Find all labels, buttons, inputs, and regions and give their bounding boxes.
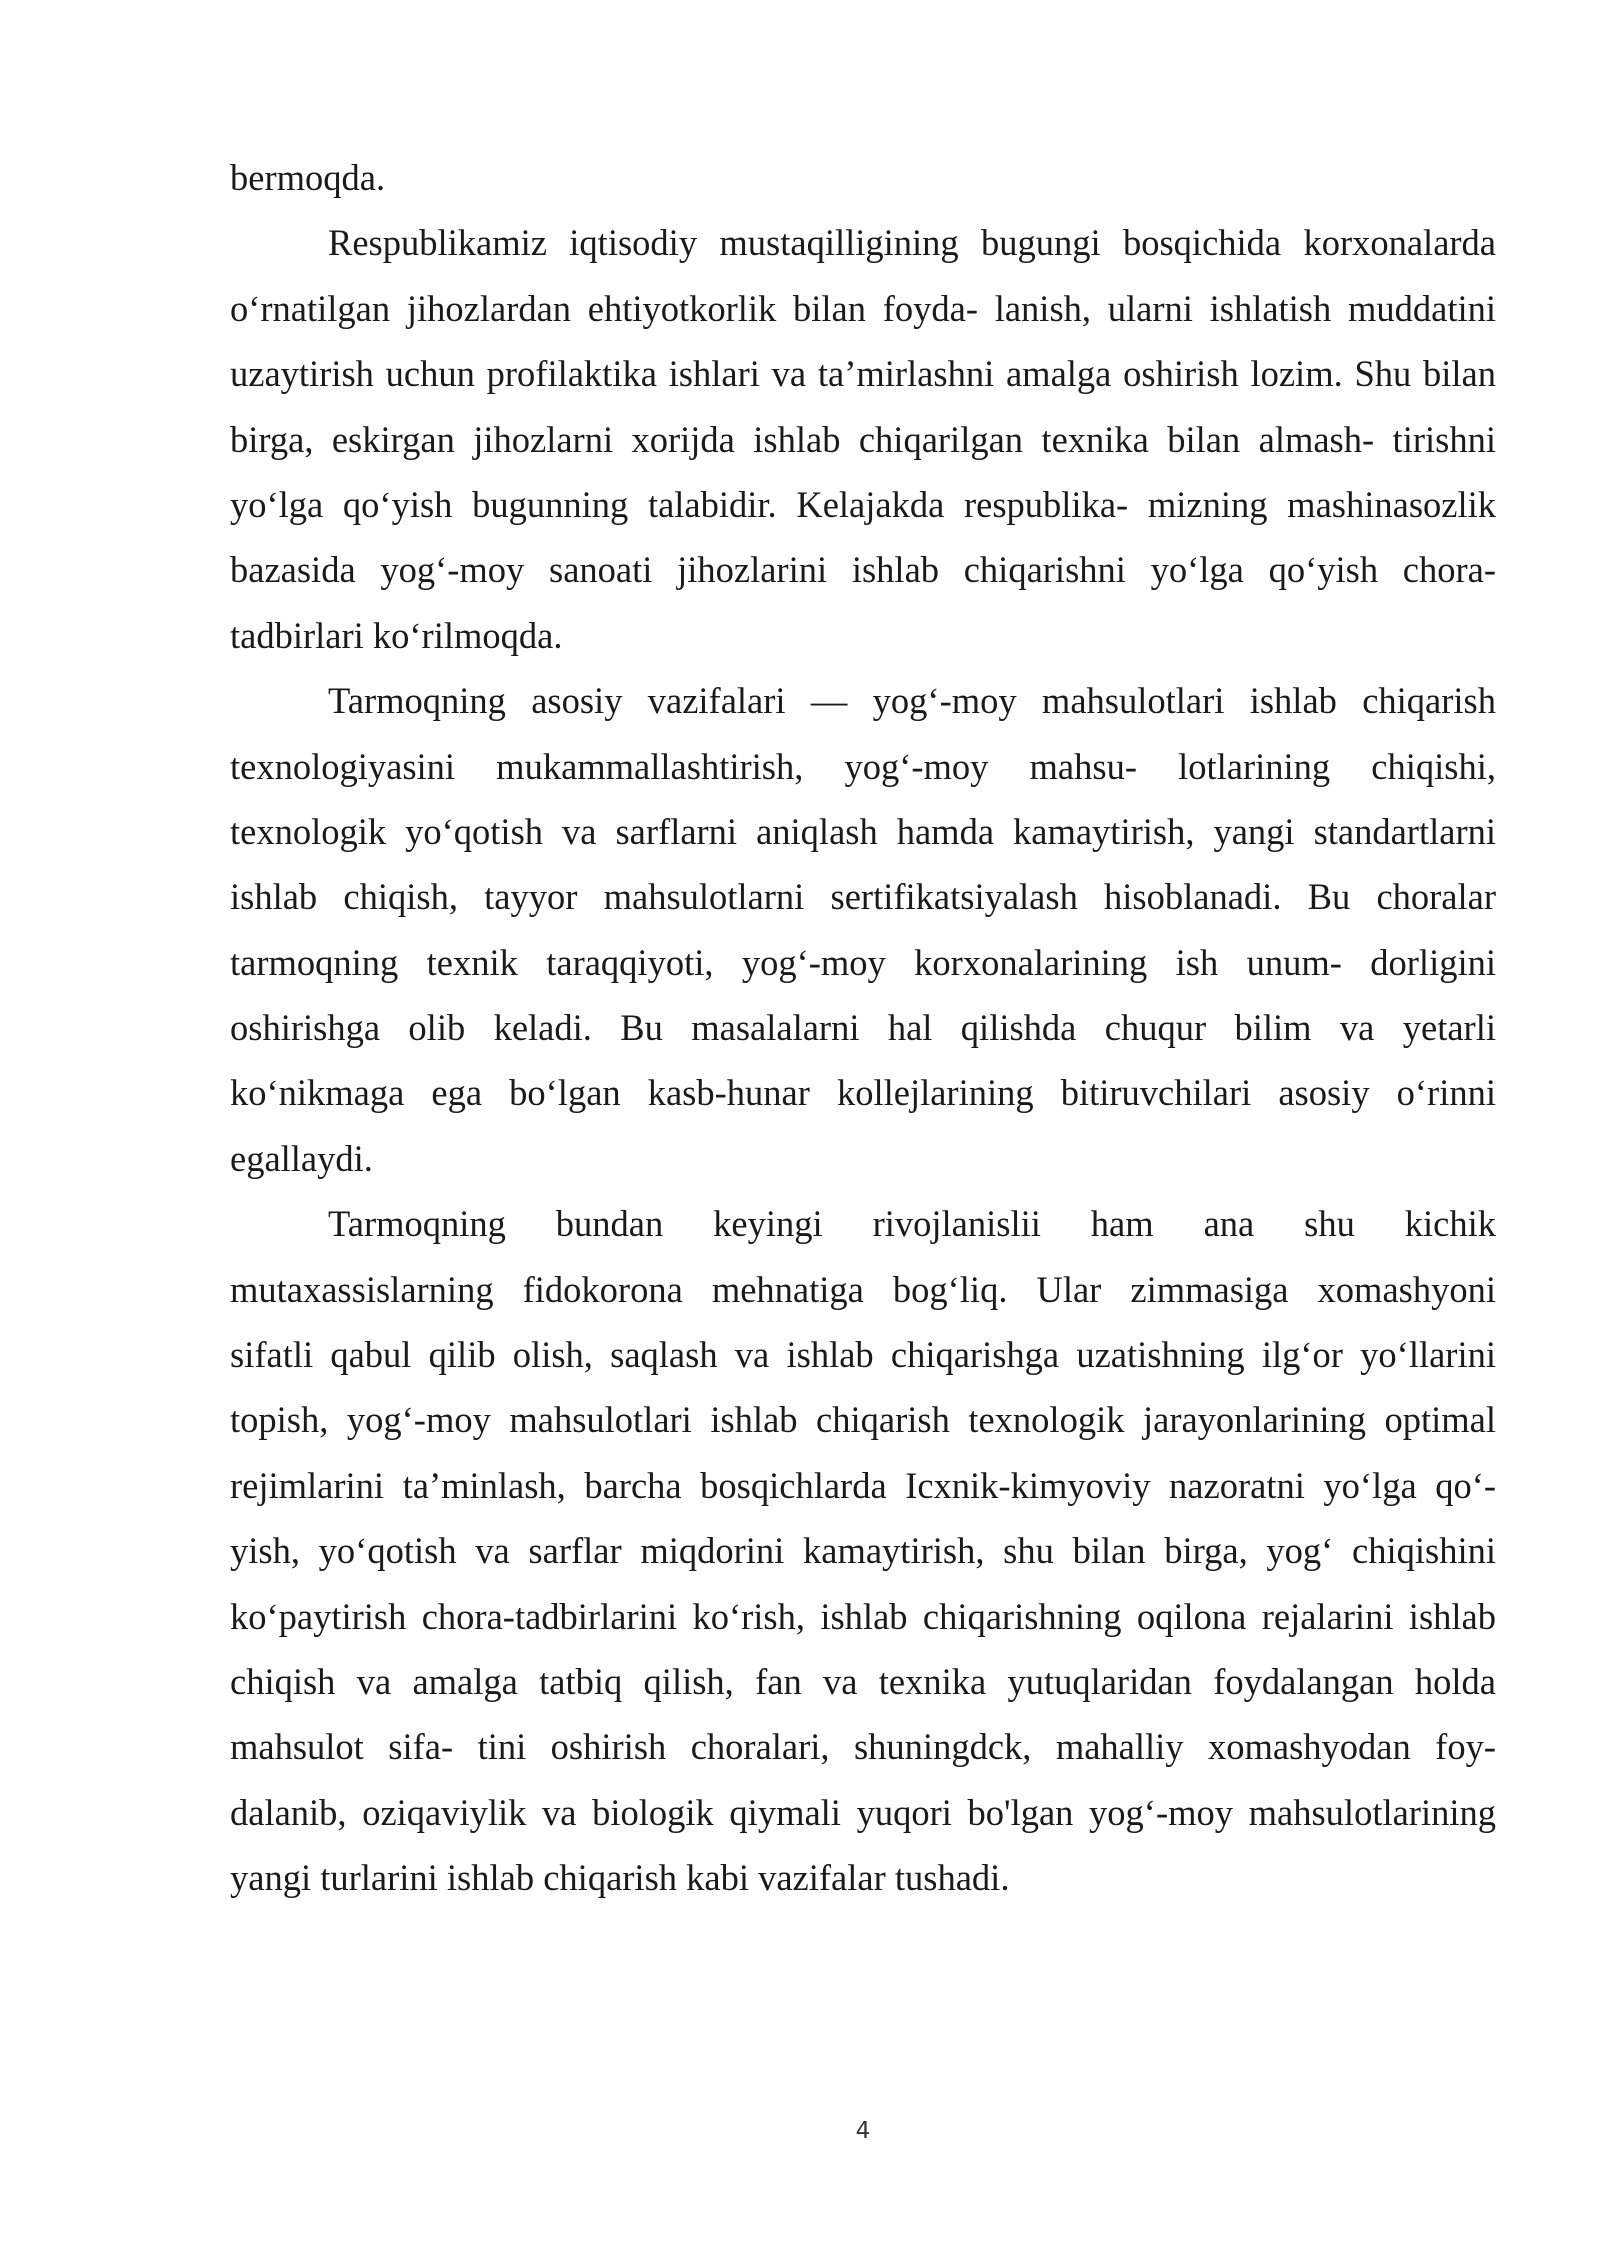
- paragraph-line: Tarmoqning asosiy vazifalari — yog‘-moy mahsulotlari ishlab chiqarish: [328, 680, 1496, 722]
- paragraph-line: Respublikamiz iqtisodiy mustaqilligining bugungi bosqichida korxonalarda: [328, 222, 1496, 264]
- paragraph-line: dalanib, oziqaviylik va biologik qiymali yuqori bo'lgan yog‘-moy mahsulotlarining: [230, 1791, 1496, 1833]
- paragraph-line: tarmoqning texnik taraqqiyoti, yog‘-moy korxonalarining ish unum- dorligini: [230, 941, 1496, 983]
- paragraph-line: bermoqda.: [230, 157, 386, 198]
- paragraph: [230, 145, 1496, 210]
- paragraph-line: yo‘lga qo‘yish bugunning talabidir. Kelajakda respublika- mizning mashinasozlik: [230, 483, 1496, 525]
- paragraph-line: ishlab chiqish, tayyor mahsulotlarni sertifikatsiyalash hisoblanadi. Bu choralar: [230, 876, 1496, 918]
- body-text: [230, 145, 1496, 1911]
- paragraph-line: ko‘paytirish chora-tadbirlarini ko‘rish, ishlab chiqarishning oqilona rejalarini ishlab: [230, 1595, 1496, 1637]
- paragraph-line: tadbirlari ko‘rilmoqda.: [230, 614, 563, 656]
- paragraph-line: texnologik yo‘qotish va sarflarni aniqlash hamda kamaytirish, yangi standartlarni: [230, 810, 1496, 852]
- page-number: 4: [855, 2118, 871, 2144]
- paragraph-line: oshirishga olib keladi. Bu masalalarni hal qilishda chuqur bilim va yetarli: [230, 1007, 1496, 1049]
- paragraph-line: chiqish va amalga tatbiq qilish, fan va texnika yutuqlaridan foydalangan holda: [230, 1660, 1496, 1702]
- paragraph-line: o‘rnatilgan jihozlardan ehtiyotkorlik bilan foyda- lanish, ularni ishlatish muddatini: [230, 287, 1496, 329]
- paragraph-line: texnologiyasini mukammallashtirish, yog‘-moy mahsu- lotlarining chiqishi,: [230, 745, 1496, 787]
- paragraph-line: ko‘nikmaga ega bo‘lgan kasb-hunar kollejlarining bitiruvchilari asosiy o‘rinni: [230, 1072, 1496, 1114]
- paragraph-line: rejimlarini ta’minlash, barcha bosqichlarda Icxnik-kimyoviy nazoratni yo‘lga qo‘-: [230, 1464, 1496, 1506]
- paragraph-line: yish, yo‘qotish va sarflar miqdorini kamaytirish, shu bilan birga, yog‘ chiqishini: [230, 1530, 1496, 1572]
- paragraph: [230, 668, 1496, 1191]
- paragraph-line: uzaytirish uchun profilaktika ishlari va ta’mirlashni amalga oshirish lozim. Shu bilan: [230, 353, 1496, 395]
- paragraph-line: topish, yog‘-moy mahsulotlari ishlab chiqarish texnologik jarayonlarining optimal: [230, 1399, 1496, 1441]
- paragraph-line: mahsulot sifa- tini oshirish choralari, shuningdck, mahalliy xomashyodan foy-: [230, 1726, 1496, 1768]
- paragraph-line: Tarmoqning bundan keyingi rivojlanislii ham ana shu kichik: [328, 1203, 1496, 1245]
- paragraph-line: bazasida yog‘-moy sanoati jihozlarini ishlab chiqarishni yo‘lga qo‘yish chora-: [230, 549, 1496, 591]
- paragraph: [230, 210, 1496, 668]
- paragraph-line: mutaxassislarning fidokorona mehnatiga bog‘liq. Ular zimmasiga xomashyoni: [230, 1268, 1496, 1310]
- paragraph: [230, 1191, 1496, 1910]
- paragraph-line: yangi turlarini ishlab chiqarish kabi vazifalar tushadi.: [230, 1857, 1010, 1899]
- paragraph-line: egallaydi.: [230, 1137, 373, 1179]
- paragraph-line: birga, eskirgan jihozlarni xorijda ishlab chiqarilgan texnika bilan almash- tirishni: [230, 418, 1496, 460]
- paragraph-line: sifatli qabul qilib olish, saqlash va ishlab chiqarishga uzatishning ilg‘or yo‘llarini: [230, 1334, 1496, 1376]
